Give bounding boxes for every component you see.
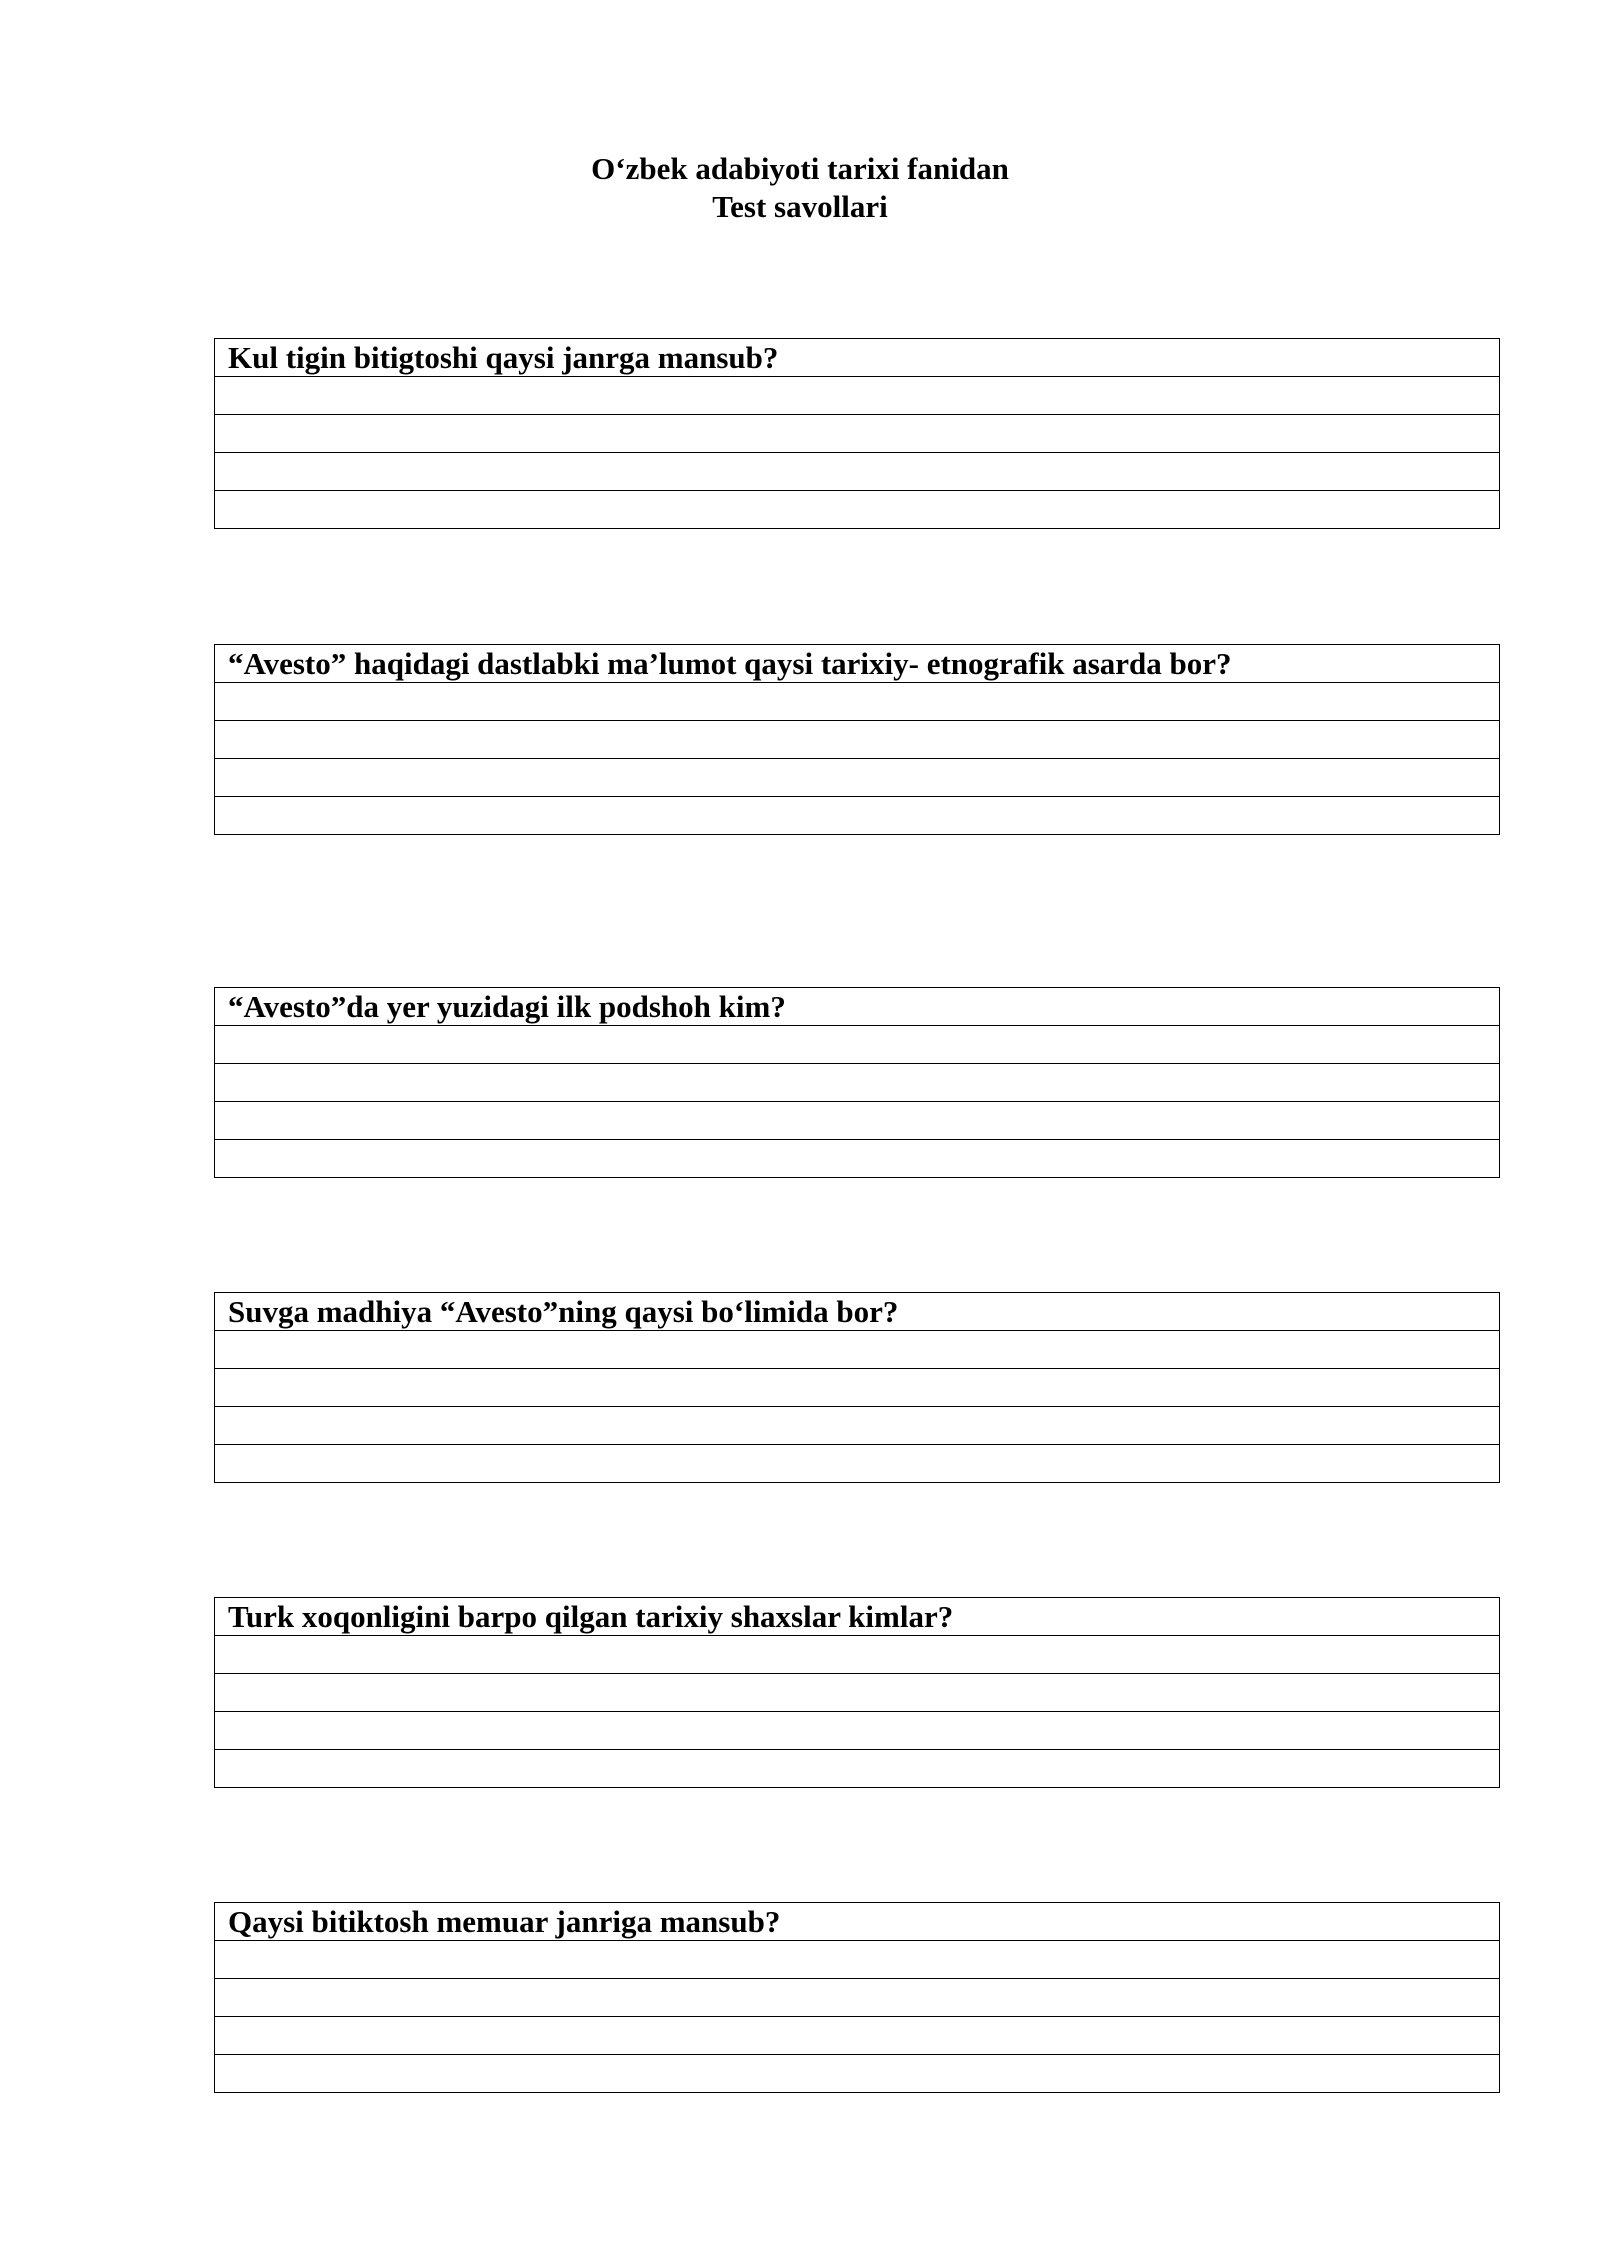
answer-cell-b[interactable] xyxy=(215,721,1500,759)
document-title: O‘zbek adabiyoti tarixi fanidan xyxy=(591,151,1009,186)
document-subtitle: Test savollari xyxy=(712,189,888,224)
answer-cell-d[interactable] xyxy=(215,1750,1500,1788)
question-table-6 xyxy=(214,1902,1500,2093)
question-table-5 xyxy=(214,1597,1500,1788)
question-text: “Avesto”da yer yuzidagi ilk podshoh kim? xyxy=(215,988,1500,1026)
answer-cell-c[interactable] xyxy=(215,2017,1500,2055)
answer-cell-d[interactable] xyxy=(215,491,1500,529)
answer-cell-c[interactable] xyxy=(215,1712,1500,1750)
answer-cell-a[interactable] xyxy=(215,1636,1500,1674)
answer-cell-c[interactable] xyxy=(215,759,1500,797)
answer-cell-c[interactable] xyxy=(215,453,1500,491)
answer-cell-b[interactable] xyxy=(215,1369,1500,1407)
answer-cell-b[interactable] xyxy=(215,415,1500,453)
answer-cell-a[interactable] xyxy=(215,1026,1500,1064)
document-header xyxy=(0,150,1600,226)
question-table-3 xyxy=(214,987,1500,1178)
answer-cell-b[interactable] xyxy=(215,1064,1500,1102)
answer-cell-c[interactable] xyxy=(215,1102,1500,1140)
question-text: Qaysi bitiktosh memuar janriga mansub? xyxy=(215,1903,1500,1941)
answer-cell-a[interactable] xyxy=(215,1941,1500,1979)
answer-cell-a[interactable] xyxy=(215,1331,1500,1369)
question-text: Suvga madhiya “Avesto”ning qaysi bo‘limida bor? xyxy=(215,1293,1500,1331)
question-table-2 xyxy=(214,644,1500,835)
question-text: Turk xoqonligini barpo qilgan tarixiy shaxslar kimlar? xyxy=(215,1598,1500,1636)
answer-cell-b[interactable] xyxy=(215,1674,1500,1712)
question-table-1 xyxy=(214,338,1500,529)
answer-cell-d[interactable] xyxy=(215,2055,1500,2093)
answer-cell-b[interactable] xyxy=(215,1979,1500,2017)
answer-cell-a[interactable] xyxy=(215,683,1500,721)
answer-cell-d[interactable] xyxy=(215,1140,1500,1178)
question-text: Kul tigin bitigtoshi qaysi janrga mansub? xyxy=(215,339,1500,377)
answer-cell-d[interactable] xyxy=(215,1445,1500,1483)
answer-cell-c[interactable] xyxy=(215,1407,1500,1445)
question-table-4 xyxy=(214,1292,1500,1483)
question-text: “Avesto” haqidagi dastlabki ma’lumot qaysi tarixiy- etnografik asarda bor? xyxy=(215,645,1500,683)
answer-cell-a[interactable] xyxy=(215,377,1500,415)
answer-cell-d[interactable] xyxy=(215,797,1500,835)
